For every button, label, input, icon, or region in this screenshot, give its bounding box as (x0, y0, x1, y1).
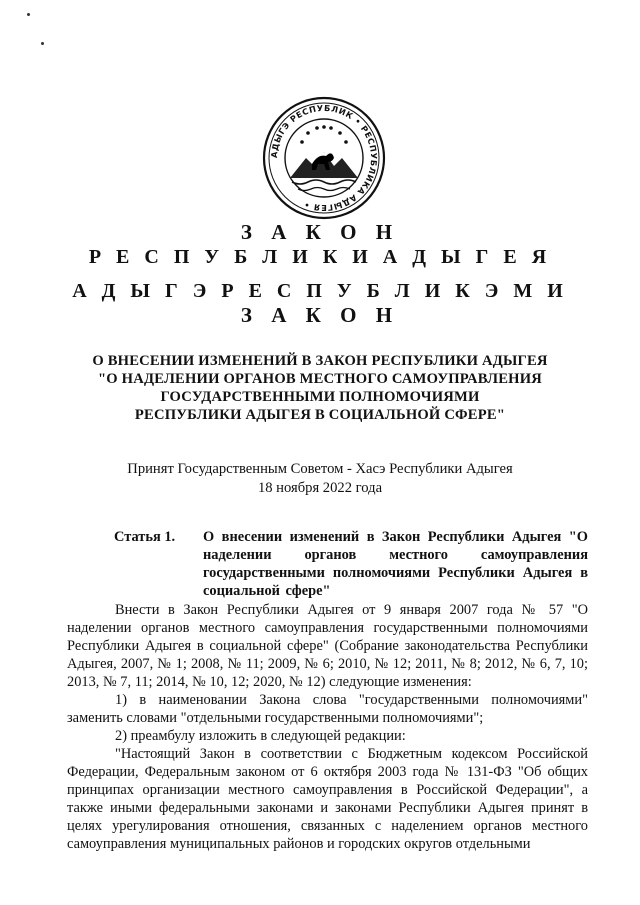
article-body (67, 601, 588, 853)
law-title-line: ГОСУДАРСТВЕННЫМИ ПОЛНОМОЧИЯМИ (160, 389, 480, 405)
emblem-ring-text: АДЫГЭ РЕСПУБЛИК • РЕСПУБЛИКА АДЫГЕЯ • (268, 102, 380, 214)
body-paragraph: 1) в наименовании Закона слова "государственными полномочиями" заменить словами "отдельными государственными полномочиями"; (67, 692, 588, 726)
header-law: З А К О Н (240, 220, 400, 244)
law-title-line: "О НАДЕЛЕНИИ ОРГАНОВ МЕСТНОГО САМОУПРАВЛЕНИЯ (97, 371, 542, 387)
article-title: О внесении изменений в Закон Республики Адыгея "О наделении органов местного самоуправления государственными полномочиями Республики Адыгея в социальной сфере" (203, 529, 588, 599)
adoption-date: 18 ноября 2022 года (257, 480, 383, 496)
body-paragraph: Внести в Закон Республики Адыгея от 9 января 2007 года № 57 "О наделении органов местного самоуправления государственными полномочиями Республики Адыгея в социальной сфере" (Собрание законодательства Республики Адыгея, 2007, № 1; 2008, № 11; 2009, № 6; 2010, № 12; 2011, № 8; 2012, № 6, 7, 10; 2013, № 7, 11; 2014, № 10, 12; 2020, № 12) следующие изменения: (67, 602, 588, 690)
header-zakon-adyghe: З А К О Н (240, 303, 400, 327)
body-paragraph: 2) преамбулу изложить в следующей редакции: (115, 728, 406, 744)
body-paragraph: "Настоящий Закон в соответствии с Бюджетным кодексом Российской Федерации, Федеральным законом от 6 октября 2003 года № 131-ФЗ "Об общих принципах организации местного самоуправления в Российской Федерации", а также иными федеральными законами и законами Республики Адыгея принят в целях урегулирования отношения, связанных с наделением органов местного самоуправления муниципальных районов и городских округов отдельными (67, 746, 588, 852)
law-title-line: О ВНЕСЕНИИ ИЗМЕНЕНИЙ В ЗАКОН РЕСПУБЛИКИ АДЫГЕЯ (92, 353, 548, 369)
coat-of-arms-emblem (262, 96, 386, 220)
article-number: Статья 1. (114, 529, 176, 545)
article-heading (114, 528, 588, 600)
scan-speck (27, 13, 30, 16)
header-adyge-republic: А Д Ы Г Э Р Е С П У Б Л И К Э М И (72, 280, 568, 302)
scan-speck (41, 42, 44, 45)
law-title-line: РЕСПУБЛИКИ АДЫГЕЯ В СОЦИАЛЬНОЙ СФЕРЕ" (134, 407, 506, 423)
adoption-statement: Принят Государственным Советом - Хасэ Республики Адыгея (127, 461, 513, 477)
header-republic-adygea: Р Е С П У Б Л И К И А Д Ы Г Е Я (88, 246, 552, 268)
